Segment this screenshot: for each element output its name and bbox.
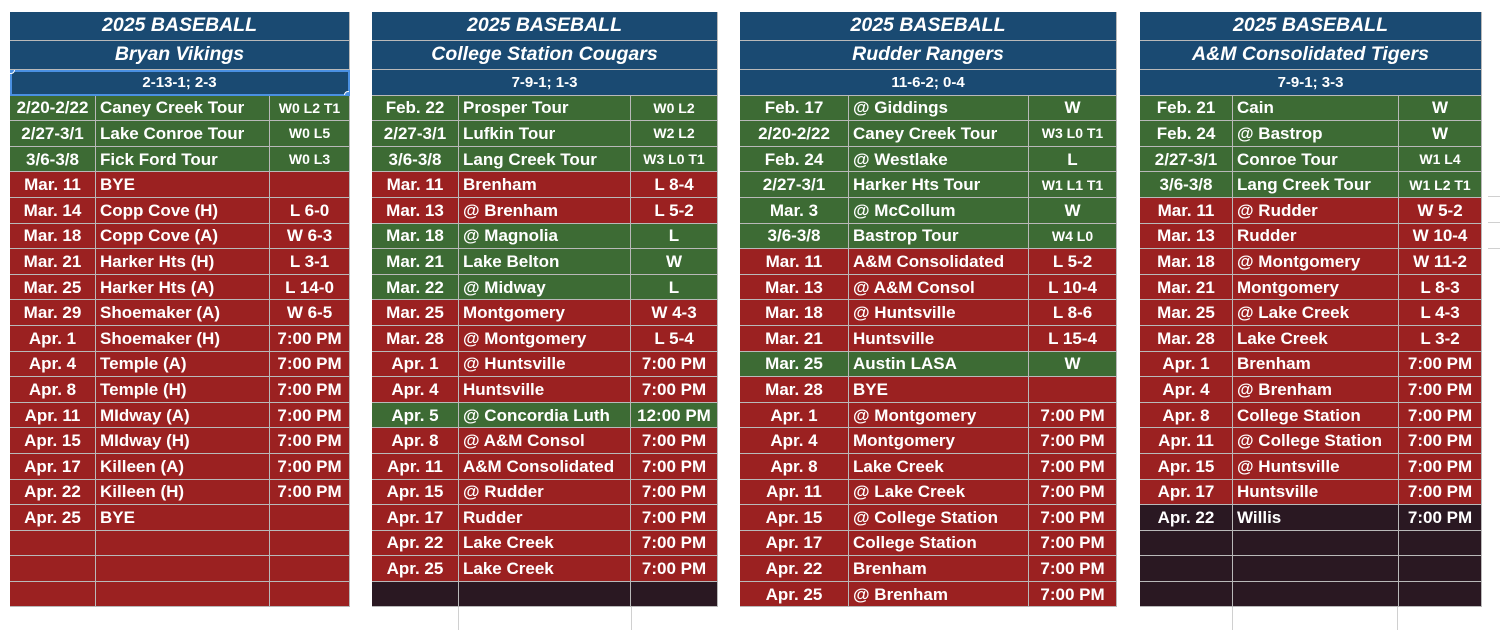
game-date[interactable] — [1140, 556, 1233, 582]
game-opponent[interactable]: @ McCollum — [849, 198, 1029, 224]
game-date[interactable]: Mar. 25 — [740, 352, 849, 378]
game-date[interactable] — [1140, 582, 1233, 607]
game-date[interactable]: Mar. 28 — [740, 377, 849, 403]
team-record[interactable]: 7-9-1; 3-3 — [1140, 70, 1482, 96]
game-result[interactable] — [270, 531, 350, 557]
game-opponent[interactable]: Montgomery — [1233, 275, 1399, 301]
game-result[interactable]: W 11-2 — [1399, 249, 1482, 275]
game-date[interactable]: Mar. 21 — [372, 249, 459, 275]
game-opponent[interactable]: Caney Creek Tour — [96, 96, 270, 122]
game-result[interactable]: 7:00 PM — [270, 403, 350, 429]
game-result[interactable] — [1399, 531, 1482, 557]
game-result[interactable]: L 8-3 — [1399, 275, 1482, 301]
game-result[interactable]: 7:00 PM — [631, 531, 718, 557]
game-result[interactable]: W4 L0 — [1029, 224, 1117, 250]
game-opponent[interactable]: @ Huntsville — [459, 352, 631, 378]
team-name[interactable]: Bryan Vikings — [10, 41, 350, 70]
game-result[interactable]: W0 L2 T1 — [270, 96, 350, 122]
game-result[interactable]: W3 L0 T1 — [1029, 121, 1117, 147]
game-date[interactable]: Apr. 8 — [372, 428, 459, 454]
game-opponent[interactable] — [1233, 531, 1399, 557]
game-opponent[interactable]: @ Lake Creek — [1233, 300, 1399, 326]
game-result[interactable]: 7:00 PM — [1399, 428, 1482, 454]
game-date[interactable]: Apr. 17 — [740, 531, 849, 557]
team-record[interactable]: 7-9-1; 1-3 — [372, 70, 718, 96]
game-date[interactable]: Mar. 25 — [372, 300, 459, 326]
game-result[interactable]: W — [1029, 198, 1117, 224]
team-name[interactable]: Rudder Rangers — [740, 41, 1117, 70]
game-opponent[interactable]: College Station — [849, 531, 1029, 557]
schedule-title[interactable]: 2025 BASEBALL — [740, 12, 1117, 41]
game-date[interactable]: Mar. 22 — [372, 275, 459, 301]
game-result[interactable]: W 4-3 — [631, 300, 718, 326]
game-result[interactable]: L 3-2 — [1399, 326, 1482, 352]
game-result[interactable]: 7:00 PM — [631, 428, 718, 454]
game-date[interactable]: Mar. 3 — [740, 198, 849, 224]
game-result[interactable]: 7:00 PM — [1029, 403, 1117, 429]
game-date[interactable]: Apr. 11 — [10, 403, 96, 429]
game-opponent[interactable]: Lang Creek Tour — [459, 147, 631, 173]
game-opponent[interactable]: Temple (A) — [96, 352, 270, 378]
game-opponent[interactable] — [1233, 582, 1399, 607]
game-opponent[interactable]: @ Brenham — [459, 198, 631, 224]
game-result[interactable]: L 14-0 — [270, 275, 350, 301]
game-date[interactable]: Apr. 11 — [372, 454, 459, 480]
game-result[interactable] — [270, 505, 350, 531]
game-result[interactable]: L 8-4 — [631, 172, 718, 198]
game-result[interactable]: 12:00 PM — [631, 403, 718, 429]
game-opponent[interactable]: @ Westlake — [849, 147, 1029, 173]
game-date[interactable]: Apr. 1 — [1140, 352, 1233, 378]
game-date[interactable]: 3/6-3/8 — [1140, 172, 1233, 198]
game-opponent[interactable]: Harker Hts (H) — [96, 249, 270, 275]
game-opponent[interactable]: A&M Consolidated — [849, 249, 1029, 275]
game-date[interactable]: Apr. 17 — [1140, 480, 1233, 506]
game-opponent[interactable]: Bastrop Tour — [849, 224, 1029, 250]
game-result[interactable]: W — [1399, 96, 1482, 122]
game-opponent[interactable]: Lake Creek — [849, 454, 1029, 480]
game-opponent[interactable]: Brenham — [849, 556, 1029, 582]
game-date[interactable]: Mar. 29 — [10, 300, 96, 326]
game-opponent[interactable]: MIdway (H) — [96, 428, 270, 454]
game-result[interactable]: W 6-5 — [270, 300, 350, 326]
schedule-title[interactable]: 2025 BASEBALL — [1140, 12, 1482, 41]
game-opponent[interactable]: Willis — [1233, 505, 1399, 531]
game-result[interactable]: W — [1029, 96, 1117, 122]
game-date[interactable]: 2/27-3/1 — [740, 172, 849, 198]
team-schedule-rudder-rangers — [740, 12, 1117, 607]
game-opponent[interactable]: Rudder — [1233, 224, 1399, 250]
game-opponent[interactable]: College Station — [1233, 403, 1399, 429]
game-date[interactable]: Apr. 1 — [10, 326, 96, 352]
game-date[interactable]: Mar. 28 — [372, 326, 459, 352]
game-result[interactable]: 7:00 PM — [270, 326, 350, 352]
game-result[interactable]: L 5-4 — [631, 326, 718, 352]
game-result[interactable]: 7:00 PM — [1399, 454, 1482, 480]
game-date[interactable]: Feb. 24 — [740, 147, 849, 173]
game-date[interactable]: Feb. 17 — [740, 96, 849, 122]
game-result[interactable] — [1029, 377, 1117, 403]
game-date[interactable]: Mar. 18 — [372, 224, 459, 250]
game-date[interactable]: Apr. 15 — [1140, 454, 1233, 480]
game-opponent[interactable]: Temple (H) — [96, 377, 270, 403]
game-date[interactable]: Feb. 21 — [1140, 96, 1233, 122]
game-date[interactable]: Apr. 8 — [10, 377, 96, 403]
game-result[interactable]: 7:00 PM — [1029, 480, 1117, 506]
game-result[interactable]: 7:00 PM — [631, 556, 718, 582]
game-opponent[interactable]: Rudder — [459, 505, 631, 531]
game-opponent[interactable]: Austin LASA — [849, 352, 1029, 378]
game-date[interactable]: 2/20-2/22 — [740, 121, 849, 147]
game-opponent[interactable]: Shoemaker (H) — [96, 326, 270, 352]
game-date[interactable]: Mar. 18 — [10, 224, 96, 250]
game-date[interactable]: Mar. 21 — [10, 249, 96, 275]
game-result[interactable]: L 5-2 — [1029, 249, 1117, 275]
game-opponent[interactable]: Lake Creek — [1233, 326, 1399, 352]
game-opponent[interactable]: Lake Creek — [459, 531, 631, 557]
game-opponent[interactable]: A&M Consolidated — [459, 454, 631, 480]
game-result[interactable]: 7:00 PM — [270, 377, 350, 403]
game-date[interactable]: Mar. 21 — [1140, 275, 1233, 301]
team-schedule-am-consolidated-tigers — [1140, 12, 1482, 607]
game-opponent[interactable]: Huntsville — [459, 377, 631, 403]
game-result[interactable]: L 15-4 — [1029, 326, 1117, 352]
game-date[interactable]: Mar. 14 — [10, 198, 96, 224]
game-opponent[interactable]: @ Giddings — [849, 96, 1029, 122]
game-date[interactable]: Apr. 22 — [740, 556, 849, 582]
game-result[interactable]: L 10-4 — [1029, 275, 1117, 301]
game-opponent[interactable] — [459, 582, 631, 607]
game-date[interactable]: 3/6-3/8 — [10, 147, 96, 173]
game-result[interactable]: 7:00 PM — [1029, 454, 1117, 480]
game-opponent[interactable]: Harker Hts Tour — [849, 172, 1029, 198]
game-date[interactable]: Apr. 15 — [10, 428, 96, 454]
schedule-title[interactable]: 2025 BASEBALL — [10, 12, 350, 41]
game-date[interactable]: Feb. 22 — [372, 96, 459, 122]
team-schedule-bryan-vikings — [10, 12, 350, 607]
game-opponent[interactable]: Lang Creek Tour — [1233, 172, 1399, 198]
team-name[interactable]: A&M Consolidated Tigers — [1140, 41, 1482, 70]
game-result[interactable]: 7:00 PM — [1029, 556, 1117, 582]
game-opponent[interactable] — [96, 531, 270, 557]
game-opponent[interactable]: @ A&M Consol — [459, 428, 631, 454]
game-date[interactable]: 3/6-3/8 — [372, 147, 459, 173]
game-opponent[interactable]: Killeen (A) — [96, 454, 270, 480]
game-date[interactable]: 3/6-3/8 — [740, 224, 849, 250]
game-opponent[interactable]: Huntsville — [1233, 480, 1399, 506]
game-opponent[interactable]: @ Montgomery — [849, 403, 1029, 429]
game-date[interactable]: Apr. 4 — [372, 377, 459, 403]
game-result[interactable]: L 6-0 — [270, 198, 350, 224]
game-opponent[interactable]: BYE — [849, 377, 1029, 403]
game-result[interactable]: 7:00 PM — [270, 352, 350, 378]
game-date[interactable]: Apr. 22 — [10, 480, 96, 506]
team-record[interactable]: 2-13-1; 2-3 — [10, 70, 350, 96]
game-date[interactable]: Feb. 24 — [1140, 121, 1233, 147]
game-opponent[interactable] — [1233, 556, 1399, 582]
game-opponent[interactable]: BYE — [96, 505, 270, 531]
game-result[interactable]: 7:00 PM — [1399, 352, 1482, 378]
game-result[interactable] — [1399, 582, 1482, 607]
game-date[interactable]: Mar. 21 — [740, 326, 849, 352]
game-opponent[interactable] — [96, 582, 270, 607]
game-opponent[interactable]: @ College Station — [849, 505, 1029, 531]
game-result[interactable]: 7:00 PM — [1399, 505, 1482, 531]
game-date[interactable]: Apr. 5 — [372, 403, 459, 429]
game-result[interactable]: W0 L5 — [270, 121, 350, 147]
game-date[interactable]: Mar. 13 — [1140, 224, 1233, 250]
game-date[interactable]: Mar. 28 — [1140, 326, 1233, 352]
game-date[interactable]: Apr. 4 — [10, 352, 96, 378]
game-opponent[interactable]: Lake Belton — [459, 249, 631, 275]
game-date[interactable] — [10, 556, 96, 582]
game-date[interactable]: 2/20-2/22 — [10, 96, 96, 122]
game-result[interactable]: 7:00 PM — [1399, 403, 1482, 429]
game-date[interactable]: Apr. 15 — [740, 505, 849, 531]
game-result[interactable]: W0 L3 — [270, 147, 350, 173]
game-result[interactable]: 7:00 PM — [270, 428, 350, 454]
game-result[interactable]: 7:00 PM — [631, 377, 718, 403]
game-result[interactable] — [270, 582, 350, 607]
schedule-title[interactable]: 2025 BASEBALL — [372, 12, 718, 41]
game-result[interactable]: 7:00 PM — [1029, 531, 1117, 557]
game-opponent[interactable]: Brenham — [1233, 352, 1399, 378]
game-date[interactable]: Mar. 11 — [10, 172, 96, 198]
game-opponent[interactable]: @ Rudder — [1233, 198, 1399, 224]
game-result[interactable]: W0 L2 — [631, 96, 718, 122]
game-result[interactable]: L 4-3 — [1399, 300, 1482, 326]
game-date[interactable]: Apr. 15 — [372, 480, 459, 506]
game-date[interactable]: Apr. 25 — [740, 582, 849, 607]
game-date[interactable]: Apr. 4 — [1140, 377, 1233, 403]
game-opponent[interactable]: Harker Hts (A) — [96, 275, 270, 301]
game-result[interactable]: W1 L1 T1 — [1029, 172, 1117, 198]
game-date[interactable]: 2/27-3/1 — [372, 121, 459, 147]
game-opponent[interactable] — [96, 556, 270, 582]
game-opponent[interactable]: @ Magnolia — [459, 224, 631, 250]
game-opponent[interactable]: @ Huntsville — [1233, 454, 1399, 480]
game-opponent[interactable]: @ College Station — [1233, 428, 1399, 454]
game-result[interactable]: W — [1029, 352, 1117, 378]
game-result[interactable]: W — [1399, 121, 1482, 147]
game-result[interactable]: L — [631, 224, 718, 250]
game-opponent[interactable]: Copp Cove (A) — [96, 224, 270, 250]
game-date[interactable]: Mar. 25 — [10, 275, 96, 301]
game-opponent[interactable]: BYE — [96, 172, 270, 198]
game-opponent[interactable]: @ Rudder — [459, 480, 631, 506]
game-date[interactable] — [372, 582, 459, 607]
game-date[interactable]: Apr. 8 — [1140, 403, 1233, 429]
game-date[interactable]: Mar. 25 — [1140, 300, 1233, 326]
game-opponent[interactable]: @ Lake Creek — [849, 480, 1029, 506]
game-result[interactable]: L — [631, 275, 718, 301]
game-opponent[interactable]: @ Bastrop — [1233, 121, 1399, 147]
game-result[interactable]: 7:00 PM — [270, 454, 350, 480]
game-date[interactable]: Apr. 1 — [740, 403, 849, 429]
game-result[interactable]: 7:00 PM — [1029, 428, 1117, 454]
game-date[interactable]: Mar. 18 — [1140, 249, 1233, 275]
game-opponent[interactable]: Prosper Tour — [459, 96, 631, 122]
game-date[interactable]: Mar. 11 — [740, 249, 849, 275]
game-date[interactable] — [1140, 531, 1233, 557]
game-result[interactable]: W 10-4 — [1399, 224, 1482, 250]
game-opponent[interactable]: Lake Creek — [459, 556, 631, 582]
game-date[interactable]: Mar. 13 — [740, 275, 849, 301]
game-opponent[interactable]: @ Brenham — [1233, 377, 1399, 403]
game-result[interactable]: 7:00 PM — [1399, 480, 1482, 506]
game-result[interactable]: W 5-2 — [1399, 198, 1482, 224]
game-result[interactable]: L 8-6 — [1029, 300, 1117, 326]
game-date[interactable]: Apr. 17 — [372, 505, 459, 531]
game-opponent[interactable]: Lake Conroe Tour — [96, 121, 270, 147]
game-result[interactable]: 7:00 PM — [1029, 582, 1117, 607]
game-result[interactable]: 7:00 PM — [1399, 377, 1482, 403]
game-opponent[interactable]: Caney Creek Tour — [849, 121, 1029, 147]
game-result[interactable]: W2 L2 — [631, 121, 718, 147]
team-schedule-college-station-cougars — [372, 12, 718, 607]
game-opponent[interactable]: Huntsville — [849, 326, 1029, 352]
game-date[interactable] — [10, 582, 96, 607]
game-date[interactable]: Apr. 8 — [740, 454, 849, 480]
game-date[interactable]: Apr. 4 — [740, 428, 849, 454]
game-date[interactable]: Apr. 22 — [372, 531, 459, 557]
game-opponent[interactable]: Cain — [1233, 96, 1399, 122]
game-result[interactable]: W1 L2 T1 — [1399, 172, 1482, 198]
game-date[interactable]: Apr. 25 — [372, 556, 459, 582]
game-result[interactable] — [270, 172, 350, 198]
game-result[interactable]: 7:00 PM — [270, 480, 350, 506]
game-date[interactable]: Apr. 25 — [10, 505, 96, 531]
game-date[interactable]: Mar. 13 — [372, 198, 459, 224]
game-result[interactable]: 7:00 PM — [631, 454, 718, 480]
game-opponent[interactable]: @ Midway — [459, 275, 631, 301]
game-opponent[interactable]: @ Concordia Luth — [459, 403, 631, 429]
game-date[interactable]: Mar. 11 — [372, 172, 459, 198]
game-opponent[interactable]: Montgomery — [849, 428, 1029, 454]
game-date[interactable]: 2/27-3/1 — [10, 121, 96, 147]
game-opponent[interactable]: @ Montgomery — [459, 326, 631, 352]
game-opponent[interactable]: Lufkin Tour — [459, 121, 631, 147]
game-result[interactable]: W — [631, 249, 718, 275]
game-date[interactable]: Mar. 11 — [1140, 198, 1233, 224]
game-date[interactable]: Apr. 22 — [1140, 505, 1233, 531]
game-opponent[interactable]: MIdway (A) — [96, 403, 270, 429]
game-result[interactable]: W 6-3 — [270, 224, 350, 250]
game-result[interactable]: W3 L0 T1 — [631, 147, 718, 173]
game-date[interactable]: Apr. 1 — [372, 352, 459, 378]
game-result[interactable]: W1 L4 — [1399, 147, 1482, 173]
game-date[interactable]: 2/27-3/1 — [1140, 147, 1233, 173]
game-result[interactable]: L — [1029, 147, 1117, 173]
game-opponent[interactable]: Conroe Tour — [1233, 147, 1399, 173]
game-opponent[interactable]: Copp Cove (H) — [96, 198, 270, 224]
game-opponent[interactable]: Montgomery — [459, 300, 631, 326]
game-result[interactable]: 7:00 PM — [631, 352, 718, 378]
game-date[interactable]: Apr. 17 — [10, 454, 96, 480]
game-opponent[interactable]: Killeen (H) — [96, 480, 270, 506]
team-record[interactable]: 11-6-2; 0-4 — [740, 70, 1117, 96]
game-result[interactable]: L 3-1 — [270, 249, 350, 275]
game-result[interactable] — [631, 582, 718, 607]
game-opponent[interactable]: @ Huntsville — [849, 300, 1029, 326]
game-opponent[interactable]: Shoemaker (A) — [96, 300, 270, 326]
game-result[interactable] — [1399, 556, 1482, 582]
game-opponent[interactable]: @ A&M Consol — [849, 275, 1029, 301]
game-opponent[interactable]: Fick Ford Tour — [96, 147, 270, 173]
game-opponent[interactable]: Brenham — [459, 172, 631, 198]
game-date[interactable]: Apr. 11 — [740, 480, 849, 506]
team-name[interactable]: College Station Cougars — [372, 41, 718, 70]
game-opponent[interactable]: @ Brenham — [849, 582, 1029, 607]
game-result[interactable] — [270, 556, 350, 582]
game-opponent[interactable]: @ Montgomery — [1233, 249, 1399, 275]
game-date[interactable] — [10, 531, 96, 557]
game-result[interactable]: L 5-2 — [631, 198, 718, 224]
game-result[interactable]: 7:00 PM — [1029, 505, 1117, 531]
game-result[interactable]: 7:00 PM — [631, 505, 718, 531]
game-date[interactable]: Mar. 18 — [740, 300, 849, 326]
game-result[interactable]: 7:00 PM — [631, 480, 718, 506]
game-date[interactable]: Apr. 11 — [1140, 428, 1233, 454]
